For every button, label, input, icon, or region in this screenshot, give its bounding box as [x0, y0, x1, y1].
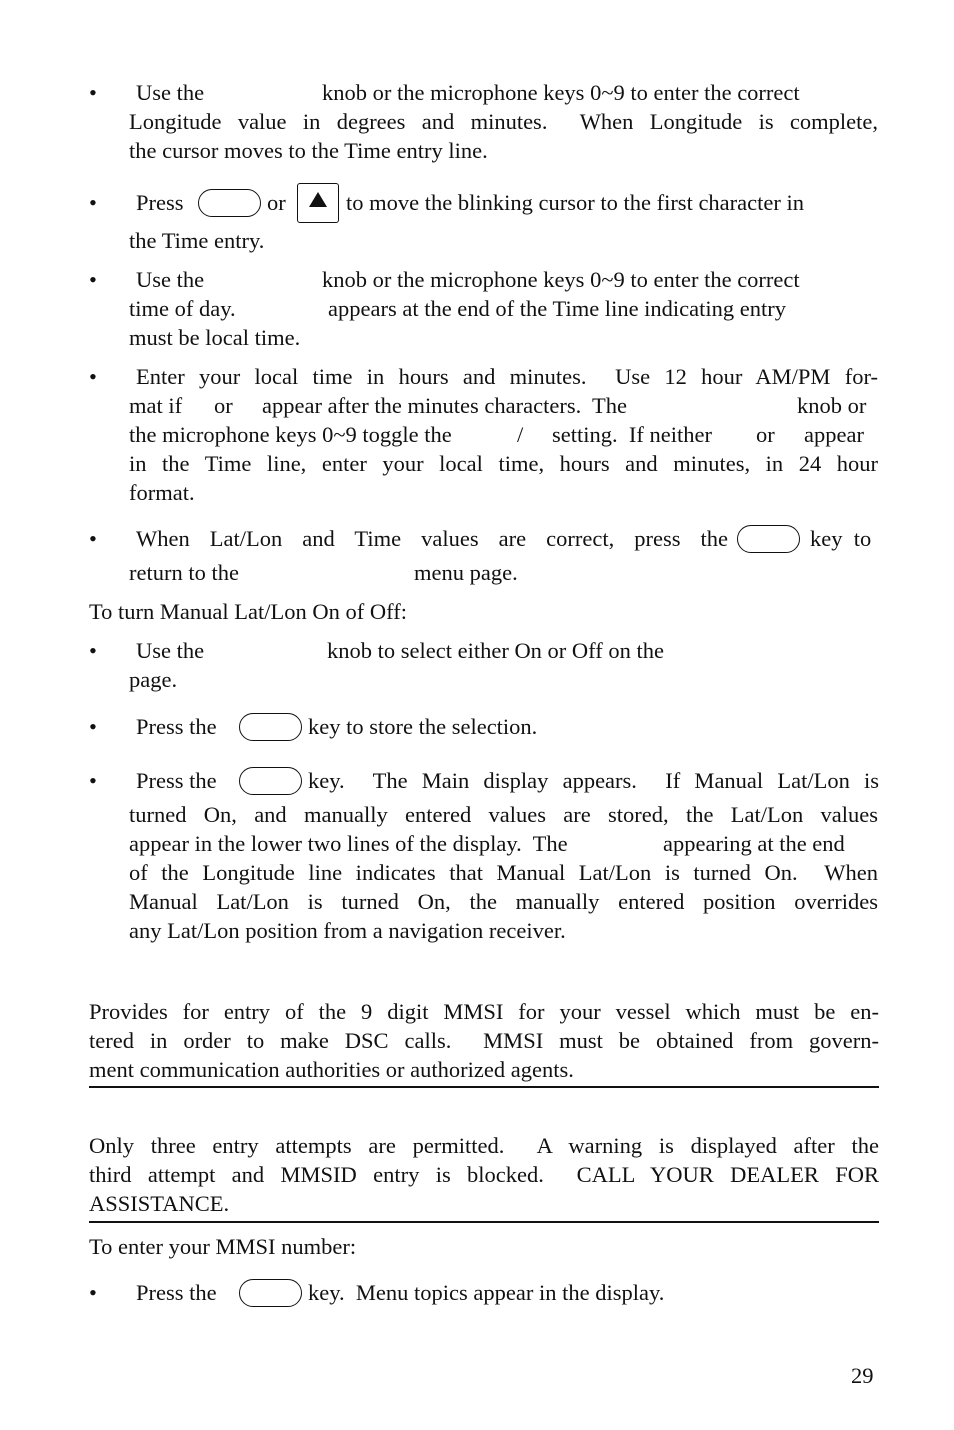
text-line: knob or [797, 393, 867, 418]
text-line: Use the [136, 267, 205, 292]
bullet-marker: • [89, 80, 97, 105]
text-line: must be local time. [129, 325, 301, 350]
paragraph-line: Provides for entry of the 9 digit MMSI for your vessel which must be en- [89, 999, 879, 1024]
warning-line: Only three entry attempts are permitted. A warning is displayed after the [89, 1133, 879, 1158]
bullet-marker: • [89, 526, 97, 551]
paragraph-line: ment communication authorities or authorized agents. [89, 1057, 574, 1082]
up-arrow-key-icon [297, 183, 339, 223]
text-line: time of day. [129, 296, 236, 321]
text-line: format. [129, 480, 195, 505]
text-line: turned On, and manually entered values are stored, the Lat/Lon values [129, 802, 878, 827]
text-line: or [267, 190, 286, 215]
text-line: Press the [136, 714, 217, 739]
key-button-icon [737, 525, 800, 553]
key-button-icon [239, 713, 302, 741]
text-line: any Lat/Lon position from a navigation receiver. [129, 918, 566, 943]
text-line: key to [810, 526, 872, 551]
bullet-marker: • [89, 190, 97, 215]
text-line: key. The Main display appears. If Manual Lat/Lon is [308, 768, 879, 793]
text-line: the cursor moves to the Time entry line. [129, 138, 488, 163]
key-button-icon [198, 189, 261, 217]
text-line: menu page. [414, 560, 518, 585]
text-line: mat if [129, 393, 183, 418]
horizontal-rule [89, 1221, 879, 1223]
text-line: of the Longitude line indicates that Manual Lat/Lon is turned On. When [129, 860, 878, 885]
warning-line: ASSISTANCE. [89, 1191, 230, 1216]
text-line: Use the [136, 638, 205, 663]
page-number: 29 [851, 1363, 874, 1388]
text-line: appearing at the end [663, 831, 845, 856]
horizontal-rule [89, 1086, 879, 1088]
text-line: Use the [136, 80, 205, 105]
bullet-marker: • [89, 267, 97, 292]
bullet-marker: • [89, 768, 97, 793]
warning-line: third attempt and MMSID entry is blocked. CALL YOUR DEALER FOR [89, 1162, 879, 1187]
text-line: in the Time line, enter your local time, hours and minutes, in 24 hour [129, 451, 878, 476]
text-line: setting. If neither [552, 422, 712, 447]
text-line: key to store the selection. [308, 714, 538, 739]
text-line: knob to select either On or Off on the [327, 638, 664, 663]
section-intro: To enter your MMSI number: [89, 1234, 357, 1259]
bullet-marker: • [89, 714, 97, 739]
text-line: appear in the lower two lines of the display. The [129, 831, 568, 856]
text-line: appears at the end of the Time line indicating entry [328, 296, 787, 321]
text-line: / [517, 422, 524, 447]
key-button-icon [239, 767, 302, 795]
text-line: Press the [136, 1280, 217, 1305]
bullet-marker: • [89, 1280, 97, 1305]
text-line: Manual Lat/Lon is turned On, the manually entered position overrides [129, 889, 878, 914]
text-line: the microphone keys 0~9 toggle the [129, 422, 452, 447]
text-line: or [214, 393, 233, 418]
key-button-icon [239, 1279, 302, 1307]
text-line: appear [804, 422, 864, 447]
text-line: Longitude value in degrees and minutes. When Longitude is complete, [129, 109, 878, 134]
section-intro: To turn Manual Lat/Lon On of Off: [89, 599, 407, 624]
text-line: or [756, 422, 775, 447]
text-line: page. [129, 667, 178, 692]
text-line: When Lat/Lon and Time values are correct, press the [136, 526, 728, 551]
text-line: knob or the microphone keys 0~9 to enter the correct [322, 80, 800, 105]
text-line: return to the [129, 560, 239, 585]
text-line: the Time entry. [129, 228, 265, 253]
bullet-marker: • [89, 638, 97, 663]
text-line: Enter your local time in hours and minutes. Use 12 hour AM/PM for- [136, 364, 878, 389]
bullet-marker: • [89, 364, 97, 389]
text-line: Press [136, 190, 184, 215]
text-line: key. Menu topics appear in the display. [308, 1280, 665, 1305]
text-line: knob or the microphone keys 0~9 to enter the correct [322, 267, 800, 292]
text-line: Press the [136, 768, 217, 793]
text-line: to move the blinking cursor to the first character in [346, 190, 804, 215]
text-line: appear after the minutes characters. The [262, 393, 628, 418]
paragraph-line: tered in order to make DSC calls. MMSI must be obtained from govern- [89, 1028, 879, 1053]
